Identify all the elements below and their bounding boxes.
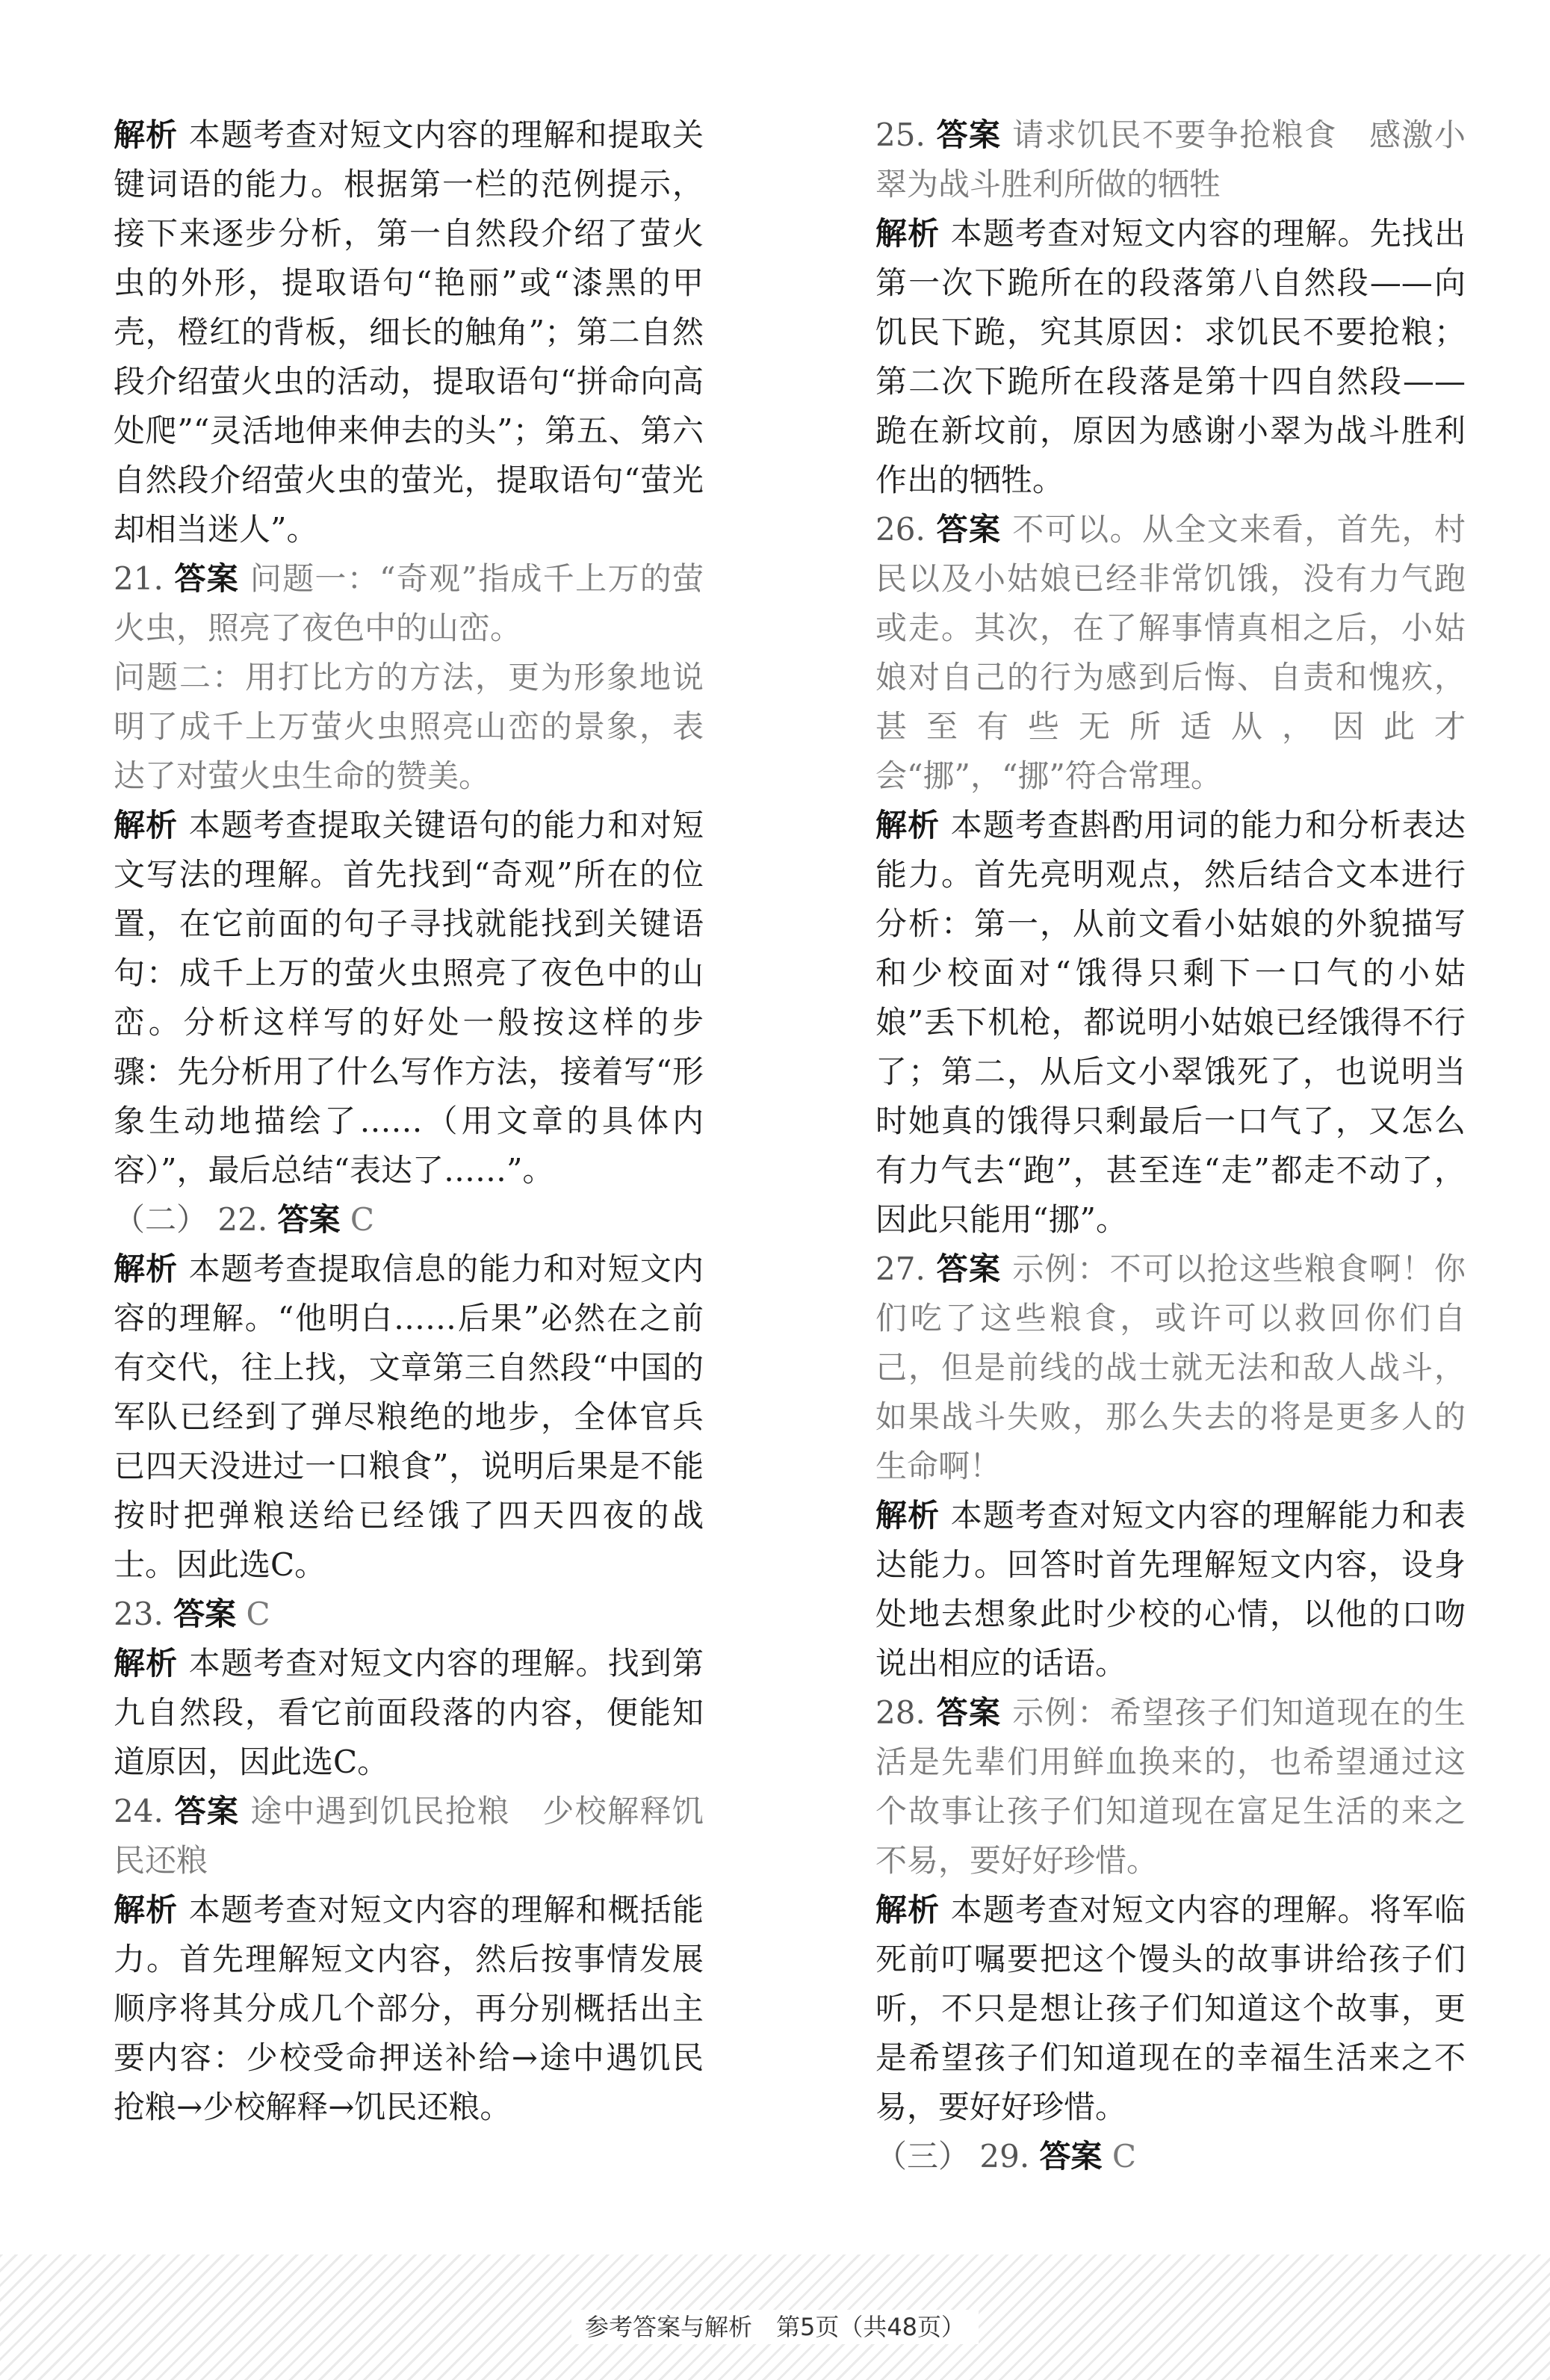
right-column xyxy=(875,111,1466,2181)
analysis-block-25 xyxy=(875,209,1466,505)
answer-text: C xyxy=(350,1201,375,1238)
question-number: 23. xyxy=(114,1596,164,1632)
section-number: （二） xyxy=(114,1201,208,1238)
answer-text: C xyxy=(246,1596,270,1632)
analysis-label: 解析 xyxy=(875,215,940,252)
analysis-label: 解析 xyxy=(114,117,179,153)
analysis-block-24 xyxy=(114,1885,704,2132)
analysis-text: 本题考查对短文内容的理解和概括能力。首先理解短文内容，然后按事情发展顺序将其分成几个部分，再分别概括出主要内容：少校受命押送补给→途中遇饥民抢粮→少校解释→饥民还粮。 xyxy=(114,1891,704,2125)
answer-label: 答案 xyxy=(936,511,1002,548)
analysis-label: 解析 xyxy=(114,1251,179,1287)
answer-label: 答案 xyxy=(173,1596,237,1632)
answer-label: 答案 xyxy=(936,1251,1002,1287)
analysis-block-27 xyxy=(875,1491,1466,1688)
answer-text: 示例：希望孩子们知道现在的生活是先辈们用鲜血换来的，也希望通过这个故事让孩子们知道现在富足生活的来之不易，要好好珍惜。 xyxy=(875,1694,1466,1879)
question-number: 27. xyxy=(875,1251,926,1287)
answer-label: 答案 xyxy=(936,117,1002,153)
analysis-block-20 xyxy=(114,111,704,554)
answer-text: 问题二：用打比方的方法，更为形象地说明了成千上万萤火虫照亮山峦的景象，表达了对萤火虫生命的赞美。 xyxy=(114,659,704,794)
answer-block-25 xyxy=(875,111,1466,209)
analysis-label: 解析 xyxy=(114,807,179,843)
answer-text: 途中遇到饥民抢粮 少校解释饥民还粮 xyxy=(114,1793,704,1879)
question-number: 29. xyxy=(979,2138,1030,2175)
left-column xyxy=(114,111,704,2132)
analysis-text: 本题考查斟酌用词的能力和分析表达能力。首先亮明观点，然后结合文本进行分析：第一，从前文看小姑娘的外貌描写和少校面对“饿得只剩下一口气的小姑娘”丢下机枪，都说明小姑娘已经饿得不行了；第二，从后文小翠饿死了，也说明当时她真的饿得只剩最后一口气了，又怎么有力气去“跑”，甚至连“走”都走不动了，因此只能用“挪”。 xyxy=(875,807,1466,1238)
answer-text: 示例：不可以抢这些粮食啊！你们吃了这些粮食，或许可以救回你们自己，但是前线的战士就无法和敌人战斗，如果战斗失败，那么失去的将是更多人的生命啊！ xyxy=(875,1251,1466,1484)
analysis-text: 本题考查对短文内容的理解。先找出第一次下跪所在的段落第八自然段——向饥民下跪，究其原因：求饥民不要抢粮；第二次下跪所在段落是第十四自然段——跪在新坟前，原因为感谢小翠为战斗胜利作出的牺牲。 xyxy=(875,215,1466,498)
answer-block-22 xyxy=(114,1195,704,1245)
answer-text: 问题一：“奇观”指成千上万的萤火虫，照亮了夜色中的山峦。 xyxy=(114,560,704,646)
answer-text: 请求饥民不要争抢粮食 感激小翠为战斗胜利所做的牺牲 xyxy=(875,117,1466,202)
page-footer xyxy=(0,2308,1550,2343)
answer-block-21-part2 xyxy=(114,653,704,801)
question-number: 28. xyxy=(875,1694,926,1731)
section-number: （三） xyxy=(875,2138,970,2175)
answer-block-26 xyxy=(875,505,1466,801)
analysis-text: 本题考查对短文内容的理解。将军临死前叮嘱要把这个馒头的故事讲给孩子们听，不只是想让孩子们知道这个故事，更是希望孩子们知道现在的幸福生活来之不易，要好好珍惜。 xyxy=(875,1891,1466,2125)
question-number: 24. xyxy=(114,1793,164,1829)
analysis-label: 解析 xyxy=(114,1891,179,1928)
analysis-label: 解析 xyxy=(875,807,940,843)
analysis-block-23 xyxy=(114,1639,704,1787)
answer-label: 答案 xyxy=(174,1793,240,1829)
question-number: 21. xyxy=(114,560,164,597)
answer-block-24 xyxy=(114,1787,704,1885)
analysis-label: 解析 xyxy=(114,1645,179,1682)
analysis-block-26 xyxy=(875,801,1466,1245)
analysis-text: 本题考查对短文内容的理解和提取关键词语的能力。根据第一栏的范例提示，接下来逐步分析，第一自然段介绍了萤火虫的外形，提取语句“艳丽”或“漆黑的甲壳，橙红的背板，细长的触角”；第二自然段介绍萤火虫的活动，提取语句“拼命向高处爬”“灵活地伸来伸去的头”；第五、第六自然段介绍萤火虫的萤光，提取语句“萤光却相当迷人”。 xyxy=(114,117,704,548)
answer-block-27 xyxy=(875,1245,1466,1491)
answer-text: 不可以。从全文来看，首先，村民以及小姑娘已经非常饥饿，没有力气跑或走。其次，在了解事情真相之后，小姑娘对自己的行为感到后悔、自责和愧疚，甚至有些无所适从，因此才会“挪”，“挪”符合常理。 xyxy=(875,511,1466,794)
question-number: 26. xyxy=(875,511,926,548)
analysis-block-21 xyxy=(114,801,704,1195)
analysis-block-22 xyxy=(114,1245,704,1590)
question-number: 22. xyxy=(217,1201,268,1238)
analysis-text: 本题考查对短文内容的理解能力和表达能力。回答时首先理解短文内容，设身处地去想象此时少校的心情，以他的口吻说出相应的话语。 xyxy=(875,1497,1466,1682)
footer-text: 参考答案与解析 第5页（共48页） xyxy=(571,2310,979,2344)
answer-block-29 xyxy=(875,2132,1466,2181)
analysis-label: 解析 xyxy=(875,1497,940,1534)
analysis-text: 本题考查提取关键语句的能力和对短文写法的理解。首先找到“奇观”所在的位置，在它前面的句子寻找就能找到关键语句：成千上万的萤火虫照亮了夜色中的山峦。分析这样写的好处一般按这样的步骤：先分析用了什么写作方法，接着写“形象生动地描绘了……（用文章的具体内容）”，最后总结“表达了……”。 xyxy=(114,807,704,1189)
analysis-text: 本题考查提取信息的能力和对短文内容的理解。“他明白……后果”必然在之前有交代，往上找，文章第三自然段“中国的军队已经到了弹尽粮绝的地步，全体官兵已四天没进过一口粮食”，说明后果是不能按时把弹粮送给已经饿了四天四夜的战士。因此选C。 xyxy=(114,1251,704,1583)
answer-label: 答案 xyxy=(1039,2138,1103,2175)
analysis-label: 解析 xyxy=(875,1891,940,1928)
analysis-text: 本题考查对短文内容的理解。找到第九自然段，看它前面段落的内容，便能知道原因，因此选C。 xyxy=(114,1645,704,1780)
answer-block-21 xyxy=(114,554,704,653)
answer-text: C xyxy=(1112,2138,1137,2175)
question-number: 25. xyxy=(875,117,926,153)
answer-block-23 xyxy=(114,1590,704,1639)
answer-label: 答案 xyxy=(936,1694,1002,1731)
answer-label: 答案 xyxy=(174,560,240,597)
analysis-block-28 xyxy=(875,1885,1466,2132)
answer-label: 答案 xyxy=(277,1201,341,1238)
answer-block-28 xyxy=(875,1688,1466,1885)
